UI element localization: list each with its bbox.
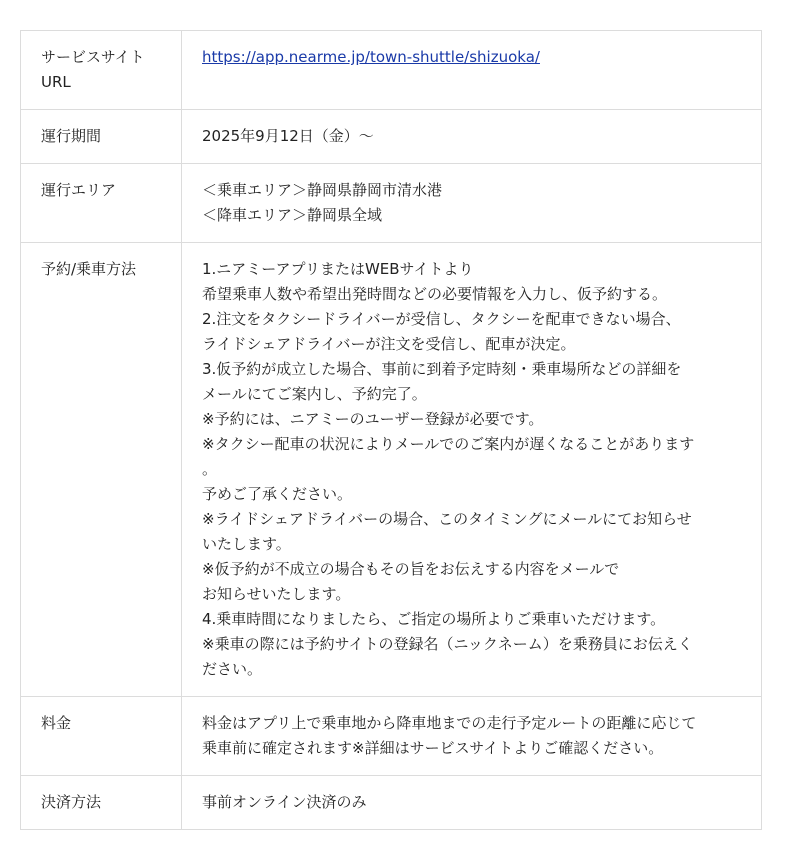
value-cell	[182, 697, 762, 776]
reservation-text-line: ※乗車の際には予約サイトの登録名（ニックネーム）を乗務員にお伝えく	[202, 635, 693, 653]
operation-period-value: 2025年9月12日（金）～	[202, 127, 374, 145]
reservation-text-line: ライドシェアドライバーが注文を受信し、配車が決定。	[202, 335, 576, 353]
reservation-text-line: 。	[202, 460, 218, 478]
label-fee: 料金	[41, 714, 72, 732]
label-cell	[21, 31, 182, 110]
table-row-reservation-method	[21, 243, 762, 697]
payment-method-value: 事前オンライン決済のみ	[202, 793, 367, 811]
reservation-text-line: 2.注文をタクシードライバーが受信し、タクシーを配車できない場合、	[202, 310, 681, 328]
value-cell	[182, 31, 762, 110]
fee-text-line: 料金はアプリ上で乗車地から降車地までの走行予定ルートの距離に応じて	[202, 714, 697, 732]
reservation-text-line: ※タクシー配車の状況によりメールでのご案内が遅くなることがあります	[202, 435, 695, 453]
value-cell	[182, 243, 762, 697]
table-row-service-url	[21, 31, 762, 110]
reservation-text-line: お知らせいたします。	[202, 585, 351, 603]
value-cell	[182, 164, 762, 243]
dropoff-area-text: ＜降車エリア＞静岡県全域	[202, 206, 383, 224]
reservation-text-line: 4.乗車時間になりましたら、ご指定の場所よりご乗車いただけます。	[202, 610, 666, 628]
label-payment-method: 決済方法	[41, 793, 102, 811]
value-cell	[182, 110, 762, 164]
reservation-text-line: ※仮予約が不成立の場合もその旨をお伝えする内容をメールで	[202, 560, 620, 578]
reservation-text-line: 3.仮予約が成立した場合、事前に到着予定時刻・乗車場所などの詳細を	[202, 360, 682, 378]
table-row-fee	[21, 697, 762, 776]
reservation-text-line: メールにてご案内し、予約完了。	[202, 385, 427, 403]
value-cell	[182, 776, 762, 830]
reservation-text-line: 1.ニアミーアプリまたはWEBサイトより	[202, 260, 474, 278]
service-info-table	[20, 30, 762, 830]
table-row-operation-period	[21, 110, 762, 164]
reservation-text-line: 希望乗車人数や希望出発時間などの必要情報を入力し、仮予約する。	[202, 285, 668, 303]
reservation-text-line: ださい。	[202, 660, 263, 678]
reservation-text-line: 予めご了承ください。	[202, 485, 353, 503]
label-cell	[21, 776, 182, 830]
reservation-text-line: いたします。	[202, 535, 291, 553]
pickup-area-text: ＜乗車エリア＞静岡県静岡市清水港	[202, 181, 443, 199]
label-reservation-method: 予約/乗車方法	[41, 260, 137, 278]
label-url: URL	[41, 73, 71, 91]
label-cell	[21, 110, 182, 164]
service-site-link[interactable]: https://app.nearme.jp/town-shuttle/shizuoka/	[202, 48, 540, 66]
table-row-operation-area	[21, 164, 762, 243]
label-cell	[21, 164, 182, 243]
reservation-text-line: ※予約には、ニアミーのユーザー登録が必要です。	[202, 410, 544, 428]
label-cell	[21, 243, 182, 697]
reservation-text-line: ※ライドシェアドライバーの場合、このタイミングにメールにてお知らせ	[202, 510, 692, 528]
table-row-payment-method	[21, 776, 762, 830]
label-operation-area: 運行エリア	[41, 181, 117, 199]
label-operation-period: 運行期間	[41, 127, 102, 145]
label-service-site: サービスサイト	[41, 48, 145, 66]
fee-text-line: 乗車前に確定されます※詳細はサービスサイトよりご確認ください。	[202, 739, 664, 757]
label-cell	[21, 697, 182, 776]
